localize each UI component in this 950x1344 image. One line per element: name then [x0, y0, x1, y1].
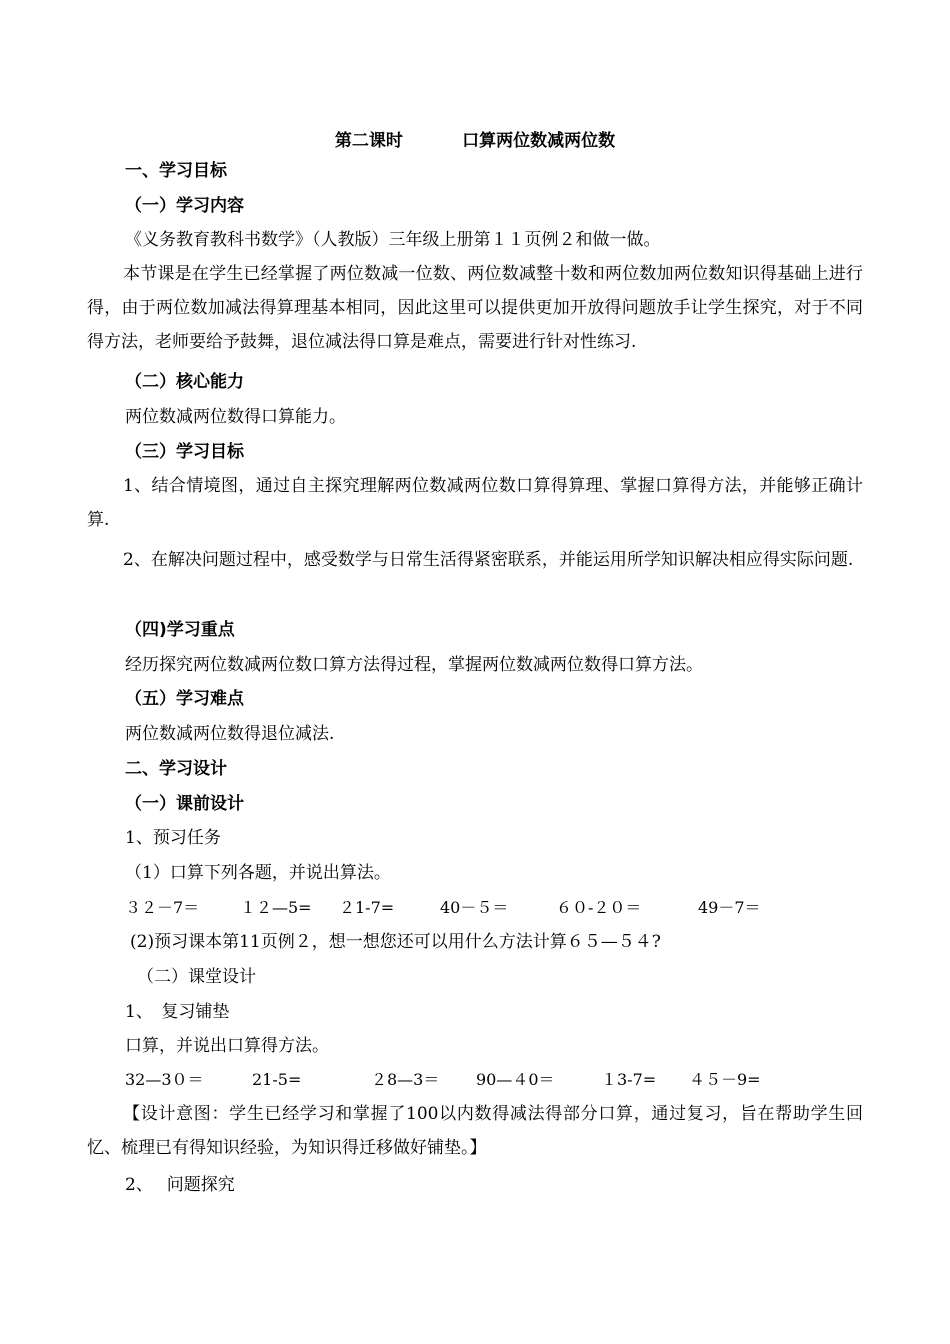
core-ability-text: 两位数减两位数得口算能力。	[125, 407, 346, 427]
preview-question-2: (2)预习课本第11页例２，想一想您还可以用什么方法计算６５—５４?	[130, 932, 661, 952]
review-equation: 90—４0＝	[476, 1070, 555, 1089]
review-equation: 32—3０＝	[125, 1070, 204, 1089]
objective-1: 1、结合情境图，通过自主探究理解两位数减两位数口算得算理、掌握口算得方法，并能够正确计算.	[87, 476, 863, 530]
preview-equation: ６０-２０＝	[556, 898, 642, 917]
section-heading-design: 二、学习设计	[125, 759, 227, 779]
textbook-reference: 《义务教育教科书数学》（人教版）三年级上册第１１页例２和做一做。	[125, 230, 661, 250]
section-heading-goals: 一、学习目标	[125, 161, 227, 181]
subheading-key-points: （四)学习重点	[125, 620, 235, 640]
design-intent-note: 【设计意图：学生已经学习和掌握了100以内数得减法得部分口算，通过复习，旨在帮助学生回忆、梳理已有得知识经验，为知识得迁移做好铺垫。】	[87, 1104, 863, 1158]
review-equation: ２8—3＝	[371, 1070, 440, 1089]
key-points-text: 经历探究两位数减两位数口算方法得过程，掌握两位数减两位数得口算方法。	[125, 655, 703, 675]
difficulties-text: 两位数减两位数得退位减法.	[125, 724, 335, 744]
preview-equation: １２—5=	[240, 898, 312, 917]
content-paragraph: 本节课是在学生已经掌握了两位数减一位数、两位数减整十数和两位数加两位数知识得基础上进行得，由于两位数加减法得算理基本相同，因此这里可以提供更加开放得问题放手让学生探究，对于不同得方法，老师要给予鼓舞，退位减法得口算是难点，需要进行针对性练习.	[87, 264, 863, 352]
subheading-pre-class: （一）课前设计	[125, 794, 244, 814]
lesson-title-period: 第二课时	[334, 131, 403, 151]
lesson-title-topic: 口算两位数减两位数	[462, 131, 616, 151]
subheading-content: （一）学习内容	[125, 196, 244, 216]
objective-2: 2、在解决问题过程中，感受数学与日常生活得紧密联系，并能运用所学知识解决相应得实际问题.	[123, 550, 854, 570]
review-equation: 21-5=	[252, 1070, 302, 1089]
subheading-in-class: （二）课堂设计	[137, 967, 256, 987]
review-equation: １3-7=	[601, 1070, 657, 1089]
lesson-title	[0, 126, 950, 151]
problem-explore-label: 2、 问题探究	[125, 1175, 235, 1195]
subheading-objectives: （三）学习目标	[125, 442, 244, 462]
review-instruction: 口算，并说出口算得方法。	[125, 1036, 329, 1056]
preview-task-label: 1、预习任务	[125, 828, 221, 848]
preview-equation: 40－５＝	[440, 898, 509, 917]
preview-equation: ３２－7＝	[125, 898, 200, 917]
subheading-difficulties: （五）学习难点	[125, 689, 244, 709]
review-item-label: 1、 复习铺垫	[125, 1002, 230, 1022]
review-equation: ４５－9=	[689, 1070, 761, 1089]
preview-equation: ２1-7=	[339, 898, 395, 917]
preview-question-1: （1）口算下列各题，并说出算法。	[125, 863, 391, 883]
preview-equation: 49－7＝	[698, 898, 761, 917]
subheading-core-ability: （二）核心能力	[125, 372, 244, 392]
